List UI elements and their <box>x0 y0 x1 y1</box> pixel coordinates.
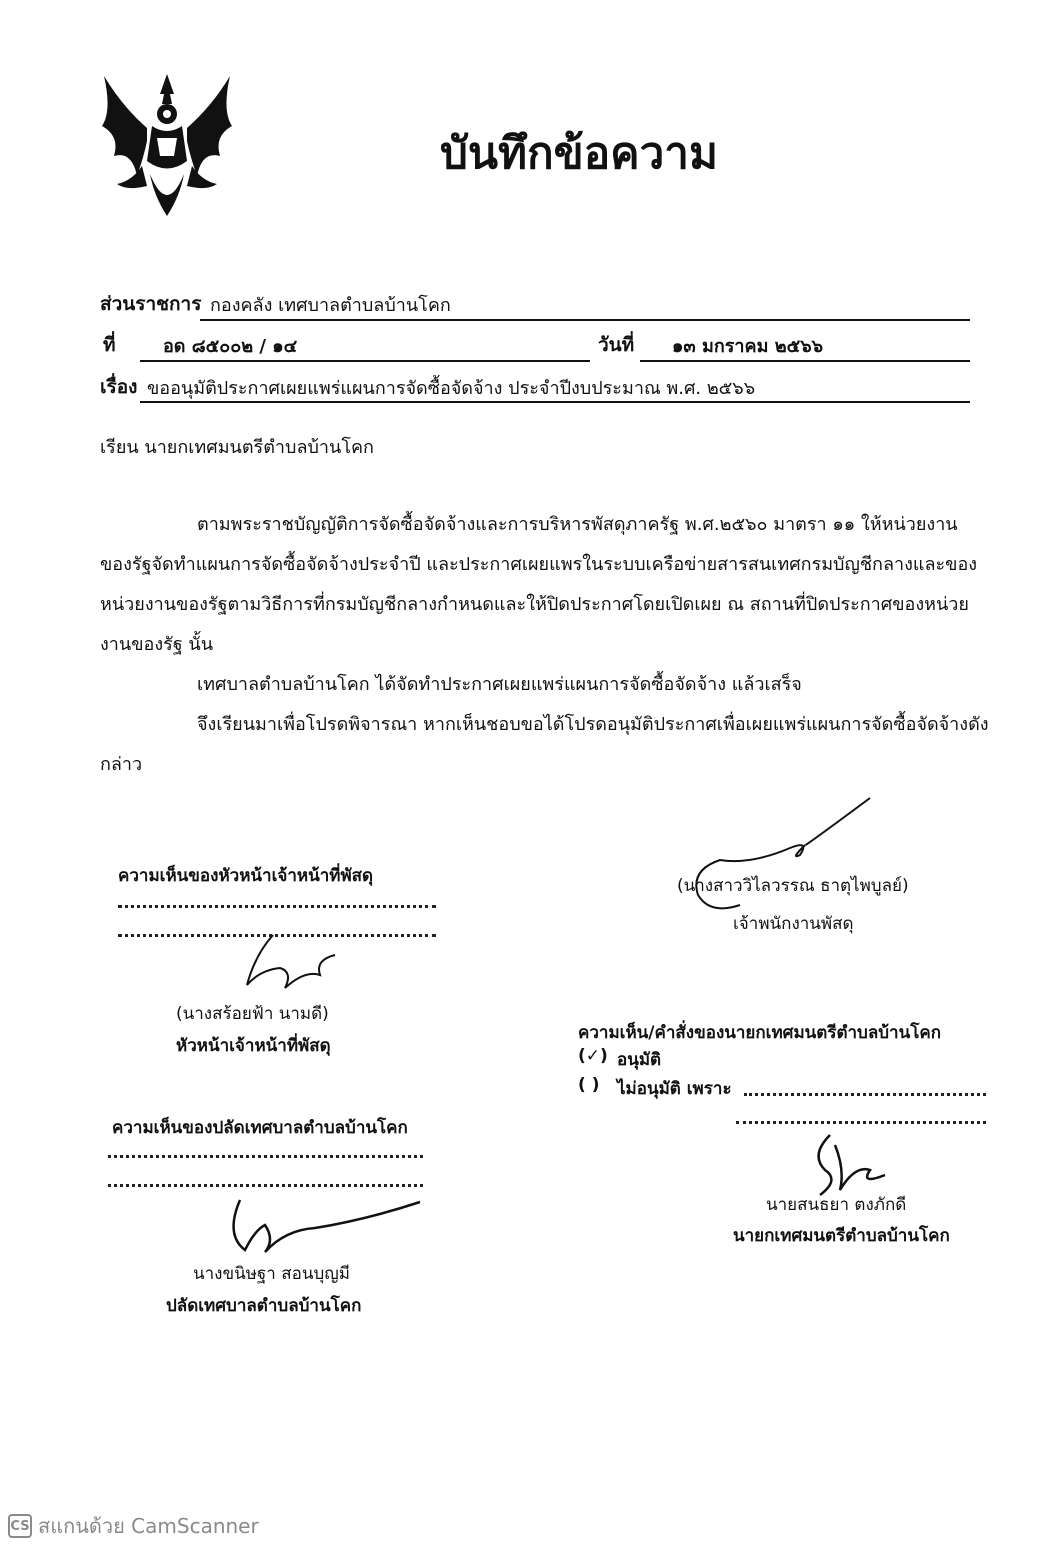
supply-head-signature <box>225 930 355 1000</box>
date-label: วันที่ <box>598 334 635 356</box>
agency-value: กองคลัง เทศบาลตำบลบ้านโคก <box>210 295 451 316</box>
camscanner-footer <box>8 1510 259 1542</box>
clerk-position: ปลัดเทศบาลตำบลบ้านโคก <box>166 1296 362 1316</box>
reject-reason-dotline-1 <box>744 1093 986 1096</box>
clerk-heading: ความเห็นของปลัดเทศบาลตำบลบ้านโคก <box>112 1118 408 1138</box>
body-p3-line1: จึงเรียนมาเพื่อโปรดพิจารณา หากเห็นชอบขอได้โปรดอนุมัติประกาศเพื่อเผยแพร่แผนการจัดซื้อจัดจ้างดัง <box>197 714 989 735</box>
date-value: ๑๓ มกราคม ๒๕๖๖ <box>672 336 824 357</box>
subject-value: ขออนุมัติประกาศเผยแพร่แผนการจัดซื้อจัดจ้าง ประจำปีงบประมาณ พ.ศ. ๒๕๖๖ <box>147 378 756 399</box>
garuda-seal-icon <box>92 66 242 226</box>
mayor-position: นายกเทศมนตรีตำบลบ้านโคก <box>733 1226 950 1246</box>
body-p3-line2: กล่าว <box>100 754 143 775</box>
clerk-dotline-1 <box>108 1155 423 1158</box>
supply-head-position: หัวหน้าเจ้าหน้าที่พัสดุ <box>176 1036 331 1056</box>
body-p2: เทศบาลตำบลบ้านโคก ได้จัดทำประกาศเผยแพร่แผนการจัดซื้อจัดจ้าง แล้วเสร็จ <box>197 674 802 695</box>
supply-head-dotline-1 <box>118 905 436 908</box>
footer-label: สแกนด้วย CamScanner <box>38 1514 259 1538</box>
supply-head-heading: ความเห็นของหัวหน้าเจ้าหน้าที่พัสดุ <box>118 866 374 886</box>
mayor-signature <box>800 1130 900 1200</box>
body-p1-line1: ตามพระราชบัญญัติการจัดซื้อจัดจ้างและการบริหารพัสดุภาครัฐ พ.ศ.๒๕๖๐ มาตรา ๑๑ ให้หน่วยงาน <box>197 514 958 535</box>
clerk-name: นางขนิษฐา สอนบุญมี <box>193 1264 350 1284</box>
body-p1-line3: หน่วยงานของรัฐตามวิธีการที่กรมบัญชีกลางกำหนดและให้ปิดประกาศโดยเปิดเผย ณ สถานที่ปิดประกาศของหน่วย <box>100 594 969 615</box>
approve-label: อนุมัติ <box>617 1050 662 1070</box>
mayor-name: นายสนธยา ตงภักดี <box>766 1195 907 1215</box>
supply-head-name: (นางสร้อยฟ้า นามดี) <box>176 1004 329 1024</box>
ref-value: อด ๘๕๐๐๒ / ๑๔ <box>163 336 298 357</box>
body-p1-line2: ของรัฐจัดทำแผนการจัดซื้อจัดจ้างประจำปี และประกาศเผยแพรในระบบเครือข่ายสารสนเทศกรมบัญชีกลางและของ <box>100 554 978 575</box>
subject-underline <box>140 401 970 403</box>
officer-signature <box>680 790 880 920</box>
subject-label: เรื่อง <box>100 376 138 398</box>
reject-label: ไม่อนุมัติ เพราะ <box>617 1079 732 1099</box>
officer-name: (นางสาววิไลวรรณ ธาตุไพบูลย์) <box>677 876 909 896</box>
salutation: เรียน นายกเทศมนตรีตำบลบ้านโคก <box>100 437 374 458</box>
clerk-dotline-2 <box>108 1184 423 1187</box>
camscanner-icon: CS <box>8 1514 32 1538</box>
memo-title: บันทึกข้อความ <box>440 128 719 179</box>
ref-label: ที่ <box>103 334 116 356</box>
approve-checkbox[interactable]: (✓) <box>578 1046 608 1066</box>
clerk-signature <box>205 1190 435 1260</box>
mayor-heading: ความเห็น/คำสั่งของนายกเทศมนตรีตำบลบ้านโคก <box>578 1023 942 1043</box>
date-underline <box>640 360 970 362</box>
agency-label: ส่วนราชการ <box>100 293 202 315</box>
reject-checkbox[interactable]: ( ) <box>578 1075 600 1095</box>
ref-underline <box>140 360 590 362</box>
officer-position: เจ้าพนักงานพัสดุ <box>733 914 854 934</box>
body-p1-line4: งานของรัฐ นั้น <box>100 634 214 655</box>
reject-reason-dotline-2 <box>736 1121 986 1124</box>
agency-underline <box>200 319 970 321</box>
